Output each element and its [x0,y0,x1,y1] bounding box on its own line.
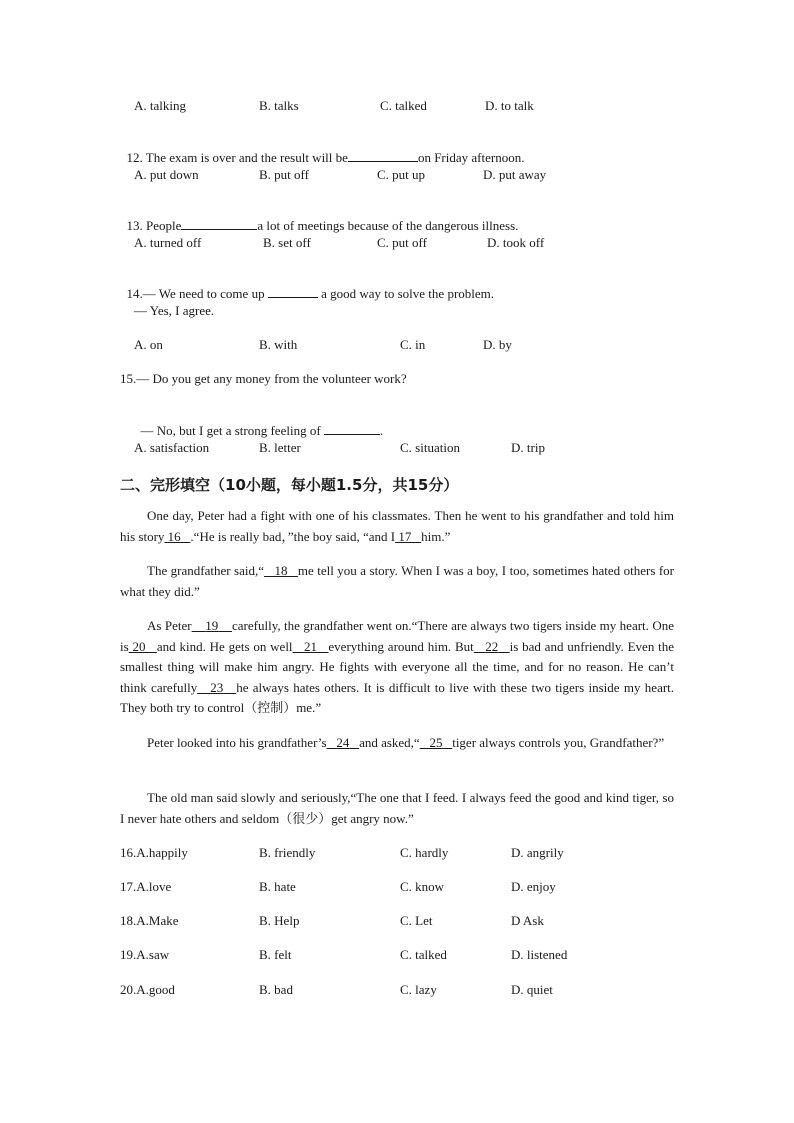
q20-option-a: 20.A.good [120,982,175,997]
question-13-stem: 13. People [126,218,182,233]
q17-option-c: C. know [400,879,445,894]
passage-text: .“He is really bad，”the boy said, “and I [190,528,396,544]
question-12 [120,133,524,166]
passage-text: As Peter [147,618,192,633]
passage-paragraph-2 [120,561,674,602]
q20-option-c: C. lazy [400,982,437,997]
question-15: 15.— Do you get any money from the volunteer work? [120,371,407,386]
q13-option-b: B. set off [263,235,311,250]
question-15-reply-text: — No, but I get a strong feeling of [140,423,324,438]
passage-text: and kind. He gets on well [156,638,293,654]
q14-option-b: B. with [259,337,298,352]
blank-21: 21 [303,638,317,654]
q11-option-d: D. to talk [485,98,534,113]
passage-text: One day, Peter had a fight with one of his classmates. Then he went to his grandfather and told him his story [120,508,674,544]
blank-18: 18 [274,563,288,578]
blank-19: 19 [205,618,219,633]
q16-option-c: C. hardly [400,845,449,860]
blank-20: 20 [132,638,146,654]
blank-22: 22 [485,638,499,654]
question-14 [120,269,494,302]
q12-option-a: A. put down [134,167,199,182]
q13-option-c: C. put off [377,235,427,250]
answer-blank [348,149,418,162]
passage-text: him.” [421,528,451,544]
q17-option-b: B. hate [259,879,296,894]
blank-25: 25 [429,735,443,750]
passage-paragraph-1 [120,506,674,547]
q12-option-d: D. put away [483,167,547,182]
q11-option-a: A. talking [134,98,186,113]
question-12-stem-end: on Friday afternoon. [417,150,525,165]
blank-17: 17 [398,528,412,544]
q18-option-d: D Ask [511,913,544,928]
q15-option-d: D. trip [511,440,545,455]
q19-option-a: 19.A.saw [120,947,170,962]
q17-option-a: 17.A.love [120,879,172,894]
question-14-reply: — Yes, I agree. [134,303,215,318]
q20-option-d: D. quiet [511,982,553,997]
question-14-stem-end: a good way to solve the problem. [317,286,495,301]
question-13-stem-end: a lot of meetings because of the dangerous illness. [257,218,519,233]
passage-text: The grandfather said,“ [147,563,265,578]
passage-text: he always hates others. It is difficult to live with these two tigers inside my heart. They both try to control（控制）me.” [120,679,675,715]
question-15-reply [134,406,383,439]
passage-paragraph-5: The old man said slowly and seriously,“The one that I feed. I always feed the good and kind tiger, so I never hate others and seldom（很少）get angry now.” [120,790,674,826]
passage-paragraph-3 [120,616,674,719]
q12-option-b: B. put off [259,167,309,182]
passage-text: me tell you a story. When I was a boy, I too, sometimes hated others for what they did.” [120,563,675,599]
q19-option-c: C. talked [400,947,447,962]
q14-option-d: D. by [483,337,512,352]
q14-option-c: C. in [400,337,426,352]
passage-text: and asked,“ [359,735,420,750]
q16-option-d: D. angrily [511,845,564,860]
passage-text: everything around him. But [328,638,474,654]
blank-16: 16 [167,528,181,544]
q15-option-a: A. satisfaction [134,440,210,455]
q19-option-b: B. felt [259,947,292,962]
passage-text: is bad and unfriendly. Even the smallest thing will make him angry. He fights with everyone all the time, and for no reason. He can’t think carefully [120,638,675,695]
q11-option-b: B. talks [259,98,299,113]
passage-text: carefully, the grandfather went on.“There are always two tigers inside my heart. One is [120,618,674,654]
question-15-reply-end: . [379,423,384,438]
q12-option-c: C. put up [377,167,426,182]
q18-option-c: C. Let [400,913,433,928]
question-14-stem: 14.— We need to come up [126,286,268,301]
blank-23: 23 [210,679,224,695]
passage-paragraph-4 [120,733,674,754]
blank-24: 24 [336,735,350,750]
q13-option-a: A. turned off [134,235,202,250]
q15-option-c: C. situation [400,440,460,455]
question-12-stem: 12. The exam is over and the result will be [126,150,348,165]
q19-option-d: D. listened [511,947,568,962]
q17-option-d: D. enjoy [511,879,556,894]
answer-blank [181,217,257,230]
q16-option-a: 16.A.happily [120,845,188,860]
q13-option-d: D. took off [487,235,545,250]
q11-option-c: C. talked [380,98,427,113]
q20-option-b: B. bad [259,982,293,997]
answer-blank [268,285,318,298]
q16-option-b: B. friendly [259,845,316,860]
section-heading: 二、完形填空（10小题，每小题1.5分，共15分） [120,476,459,494]
q14-option-a: A. on [134,337,163,352]
passage-text: tiger always controls you, Grandfather?” [452,735,665,750]
q18-option-a: 18.A.Make [120,913,179,928]
q15-option-b: B. letter [259,440,301,455]
answer-blank [324,422,380,435]
passage-text: Peter looked into his grandfather’s [147,735,327,750]
q18-option-b: B. Help [259,913,300,928]
question-13 [120,201,518,234]
